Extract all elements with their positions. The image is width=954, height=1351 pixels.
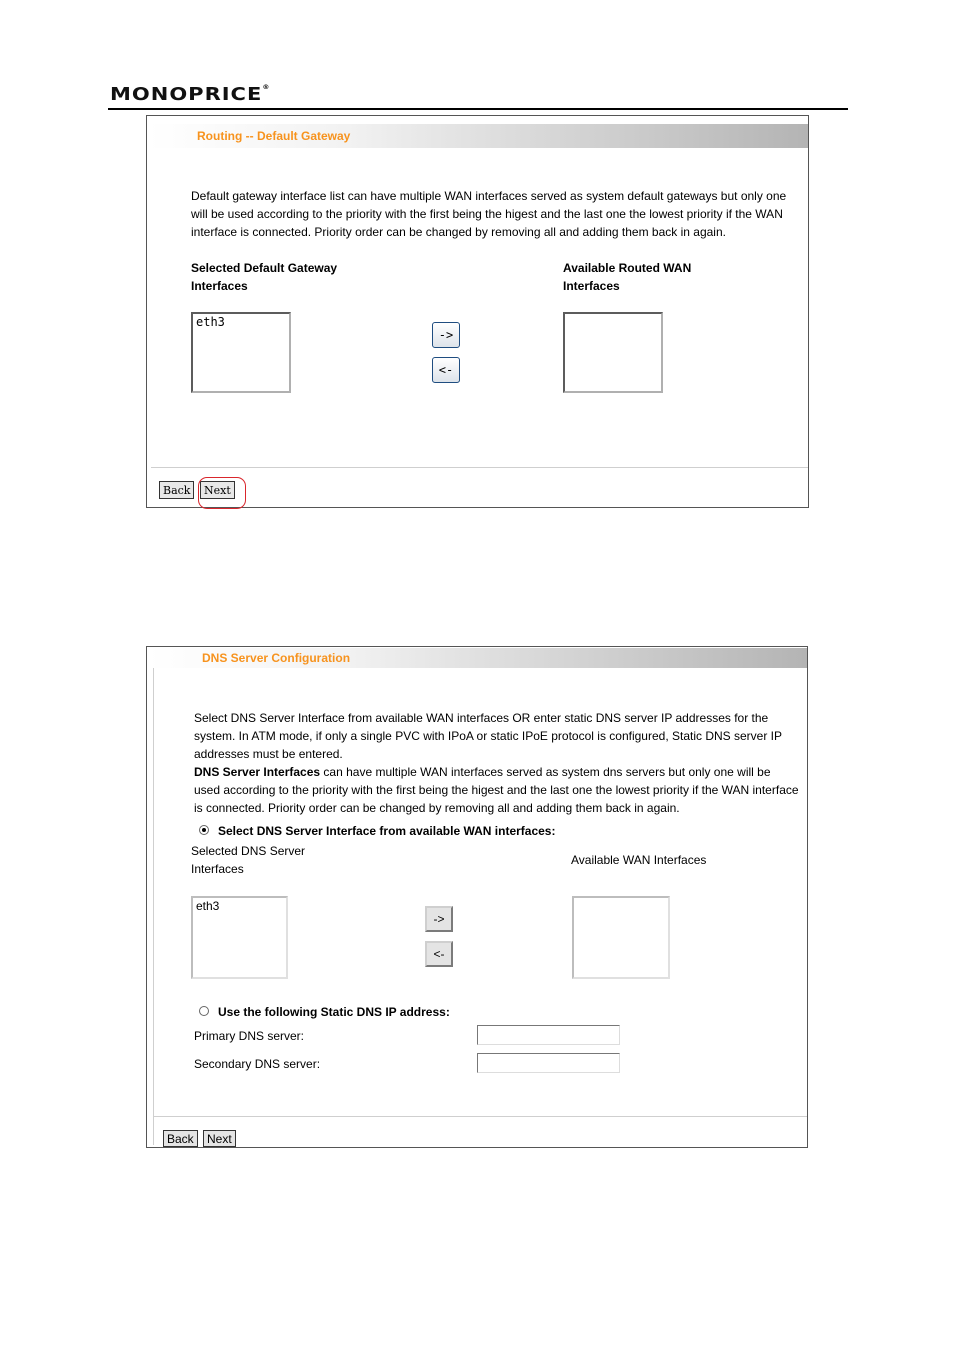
default-gateway-panel: [146, 115, 809, 508]
static-dns-option-label: Use the following Static DNS IP address:: [218, 1005, 450, 1019]
footer-divider: [153, 1116, 807, 1117]
available-wan-list[interactable]: [563, 312, 663, 393]
back-button[interactable]: Back: [159, 481, 194, 499]
back-button[interactable]: Back: [163, 1130, 198, 1147]
static-dns-radio[interactable]: [199, 1006, 209, 1016]
selected-dns-list[interactable]: [191, 896, 288, 979]
list-item[interactable]: eth3: [196, 899, 220, 913]
dns-config-panel: [146, 646, 808, 1148]
secondary-dns-label: Secondary DNS server:: [194, 1057, 321, 1071]
panel-title-bar: [148, 648, 807, 668]
available-wan-list[interactable]: [572, 896, 670, 979]
secondary-dns-input[interactable]: [477, 1053, 620, 1073]
selected-gateway-label: Selected Default Gateway Interfaces: [191, 261, 338, 293]
available-wan-label: Available Routed WAN Interfaces: [563, 261, 692, 293]
primary-dns-label: Primary DNS server:: [194, 1029, 305, 1043]
gateway-description: Default gateway interface list can have multiple WAN interfaces served as system default gateways but only one will be used according to the priority with the first being the higest and the last one the lowest priority if the WAN interface is connected. Priority order can be changed by removing all and adding them back in again.: [191, 189, 787, 239]
add-gateway-button[interactable]: ->: [432, 322, 460, 348]
list-item[interactable]: eth3: [196, 315, 225, 329]
selected-gateway-list[interactable]: [191, 312, 291, 393]
next-button[interactable]: Next: [200, 481, 235, 499]
page-title: DNS Server Configuration: [202, 651, 351, 665]
content-frame-border: [153, 668, 154, 1145]
next-button-highlight: [198, 477, 246, 509]
panel-title-bar: [149, 124, 808, 148]
header-divider: [108, 108, 848, 110]
footer-divider: [151, 467, 808, 468]
primary-dns-input[interactable]: [477, 1025, 620, 1045]
monoprice-logo: MONOPRICE®: [110, 84, 271, 105]
remove-gateway-button[interactable]: <-: [432, 357, 460, 383]
selected-dns-label: Selected DNS Server Interfaces: [191, 844, 306, 876]
next-button[interactable]: Next: [203, 1130, 236, 1147]
available-wan-label: Available WAN Interfaces: [571, 853, 707, 867]
page-title: Routing -- Default Gateway: [197, 129, 351, 143]
add-dns-button[interactable]: ->: [425, 906, 453, 932]
dns-description: Select DNS Server Interface from available WAN interfaces OR enter static DNS server IP addresses for the system. In ATM mode, if only a single PVC with IPoA or static IPoE protocol is configured, Static DNS server IP addresses must be entered. DNS Server Interfaces can have multiple WAN interfaces served as system dns servers but only one will be used according to the priority with the first being the higest and the last one the lowest priority if the WAN interface is connected. Priority order can be changed by removing all and adding them back in again.: [194, 711, 799, 815]
dns-interface-option-label: Select DNS Server Interface from available WAN interfaces:: [218, 824, 556, 838]
dns-interface-radio[interactable]: [199, 825, 209, 835]
remove-dns-button[interactable]: <-: [425, 941, 453, 967]
